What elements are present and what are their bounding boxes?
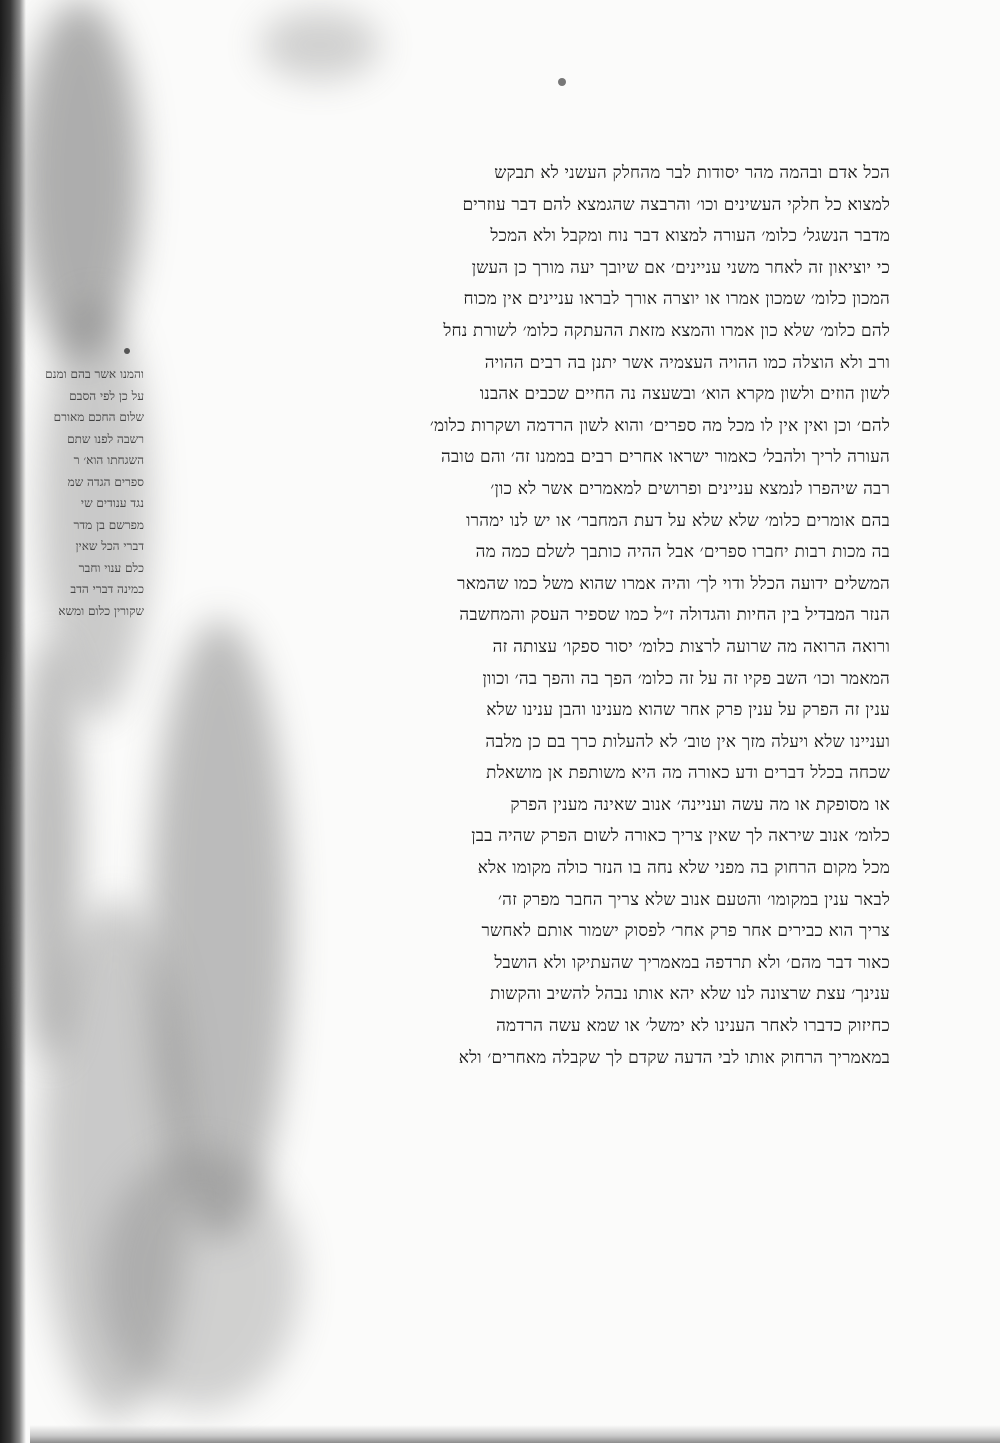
text-line: הנזר המבדיל בין החיות והגדולה ז״ל כמו שספיר העסק והמחשבה [459,605,890,626]
marginal-line: דברי הכל שאין [75,539,144,553]
marginal-gloss [34,364,144,664]
text-line: למצוא כל חלקי העשינים וכו׳ והרבצה שהגמצא להם דבר עוזרים [462,194,890,215]
text-line: העורה לריך ולהבל׳ כאמור ישראו אחרים רבים בממנו זה׳ והם טובה [441,447,890,468]
text-line: כלומ׳ אנוב שיראה לך שאין צריך כאורה לשום הפרק שהיה בבן [471,826,890,847]
marginal-line: כמינה דברי הדב [70,582,144,596]
text-line: כי יוציאון זה לאחר משני עניינים׳ אם שיובך יעה מורך כן העשן [471,257,890,278]
leaf-edge [30,1425,1000,1443]
marginal-line: והמנו אשר בהם ומנם [45,367,144,381]
text-line: מדבר הנשגל׳ כלומ׳ העורה למצוא דבר נוח ומקבל ולא המכל [490,226,890,247]
stain [100,1150,300,1410]
text-line: רבה שיהפרו לנמצא עניינים ופרושים למאמרים אשר לא כון׳ [490,478,890,499]
text-line: ורב ולא הוצלה כמו ההויה העצמיה אשר יתנן בה רבים ההויה [484,352,890,373]
text-line: בה מכות רבות יחברו ספרים׳ אבל ההיה כותבך לשלם כמה מה [475,542,890,563]
text-line: כחיזוק כדברו לאחר הענינו לא ימשל׳ או שמא עשה הרדמה [496,1016,890,1037]
main-text-block [230,158,890,1074]
text-line: ורואה הרואה מה שרועה לרצות כלומ׳ יסור ספקו׳ עצותה זה [492,636,890,657]
text-line: בהם אומרים כלומ׳ שלא שלא על דעת המחבר׳ או יש לנו ימהרו [466,510,890,531]
text-line: הכל אדם ובהמה מהר יסודות לבר מהחלק העשני לא תבקש [494,163,890,183]
marginal-line: על כן לפי הסבם [69,388,144,403]
text-line: צריך הוא כבירים אחר פרק אחר׳ לפסוק ישמור אותם לאחשר [481,921,890,942]
marginal-line: נגד ענודים שי [80,496,144,510]
text-line: המאמר וכו׳ השב פקיו זה על זה כלומ׳ הפך בה והפך בה׳ וכוון [482,668,890,689]
text-line: שכחה בכלל דברים ודע כאורה מה היא משותפת אן מושאלת [486,763,890,784]
marginal-line: כלם ענוי וחבר [78,560,144,575]
marginal-line: מפרשם בן מדר [73,517,144,532]
text-line: המשלים ידועה הכלל ודוי לך׳ והיה אמרו שהוא משל כמו שהמאר [457,573,890,594]
text-line: המכון כלומ׳ שמכון אמרו או יוצרה אורך לבראו עניינים אין מכוח [463,289,890,310]
marginal-line: שקורין כלום ומשא [58,603,144,618]
stain [20,640,80,1060]
marginal-line: שלום החכם מאורם [53,410,144,424]
text-line: להם כלומ׳ שלא כון אמרו והמצא מזאת ההעתקה כלומ׳ לשורת נחל [443,320,890,341]
ink-dot [558,78,566,86]
text-line: מכל מקום הרחוק בה מפני שלא נחה בו הנזר כולה מקומו אלא [477,858,890,879]
text-line: לבאר ענין במקומו׳ והטעם אנוב שלא צריך החבר מפרק זה׳ [498,889,890,910]
marginal-line: ספרים הגדה שמ [67,474,144,489]
marginal-line: רשבה לפנו שתם [67,431,144,446]
text-line: לשון הוזים ולשון מקרא הוא׳ ובשעצה נה החיים שכבים אהבנו [479,384,890,405]
ink-dot [124,348,130,354]
stain [260,10,380,80]
text-line: או מסופקת או מה עשה ועניינה׳ אנוב שאינה מענין הפרק [510,794,890,815]
text-line: להם׳ וכן ואין אין לו מכל מה ספרים׳ והוא לשון הרדמה ושקרות כלומ׳ [429,415,890,436]
text-line: ועניינו שלא ויעלה מזך אין טוב׳ לא להעלות כרך בם כן מלבה [485,731,890,752]
marginal-line: השגחתו הוא׳ ר [73,453,144,467]
text-line: במאמריך הרחוק אותו לבי הדעה שקדם לך שקבלה מאחרים׳ ולא [458,1047,890,1068]
text-line: כאור דבר מהם׳ ולא תרדפה במאמריך שהעתיקו ולא הושבל [494,952,890,973]
text-line: ענינך׳ עצת שרצונה לנו שלא יהא אותו נבהל להשיב והקשות [490,984,890,1005]
text-line: ענין זה הפרק על ענין פרק אחר שהוא מענינו והבן ענינו שלא [486,700,890,721]
